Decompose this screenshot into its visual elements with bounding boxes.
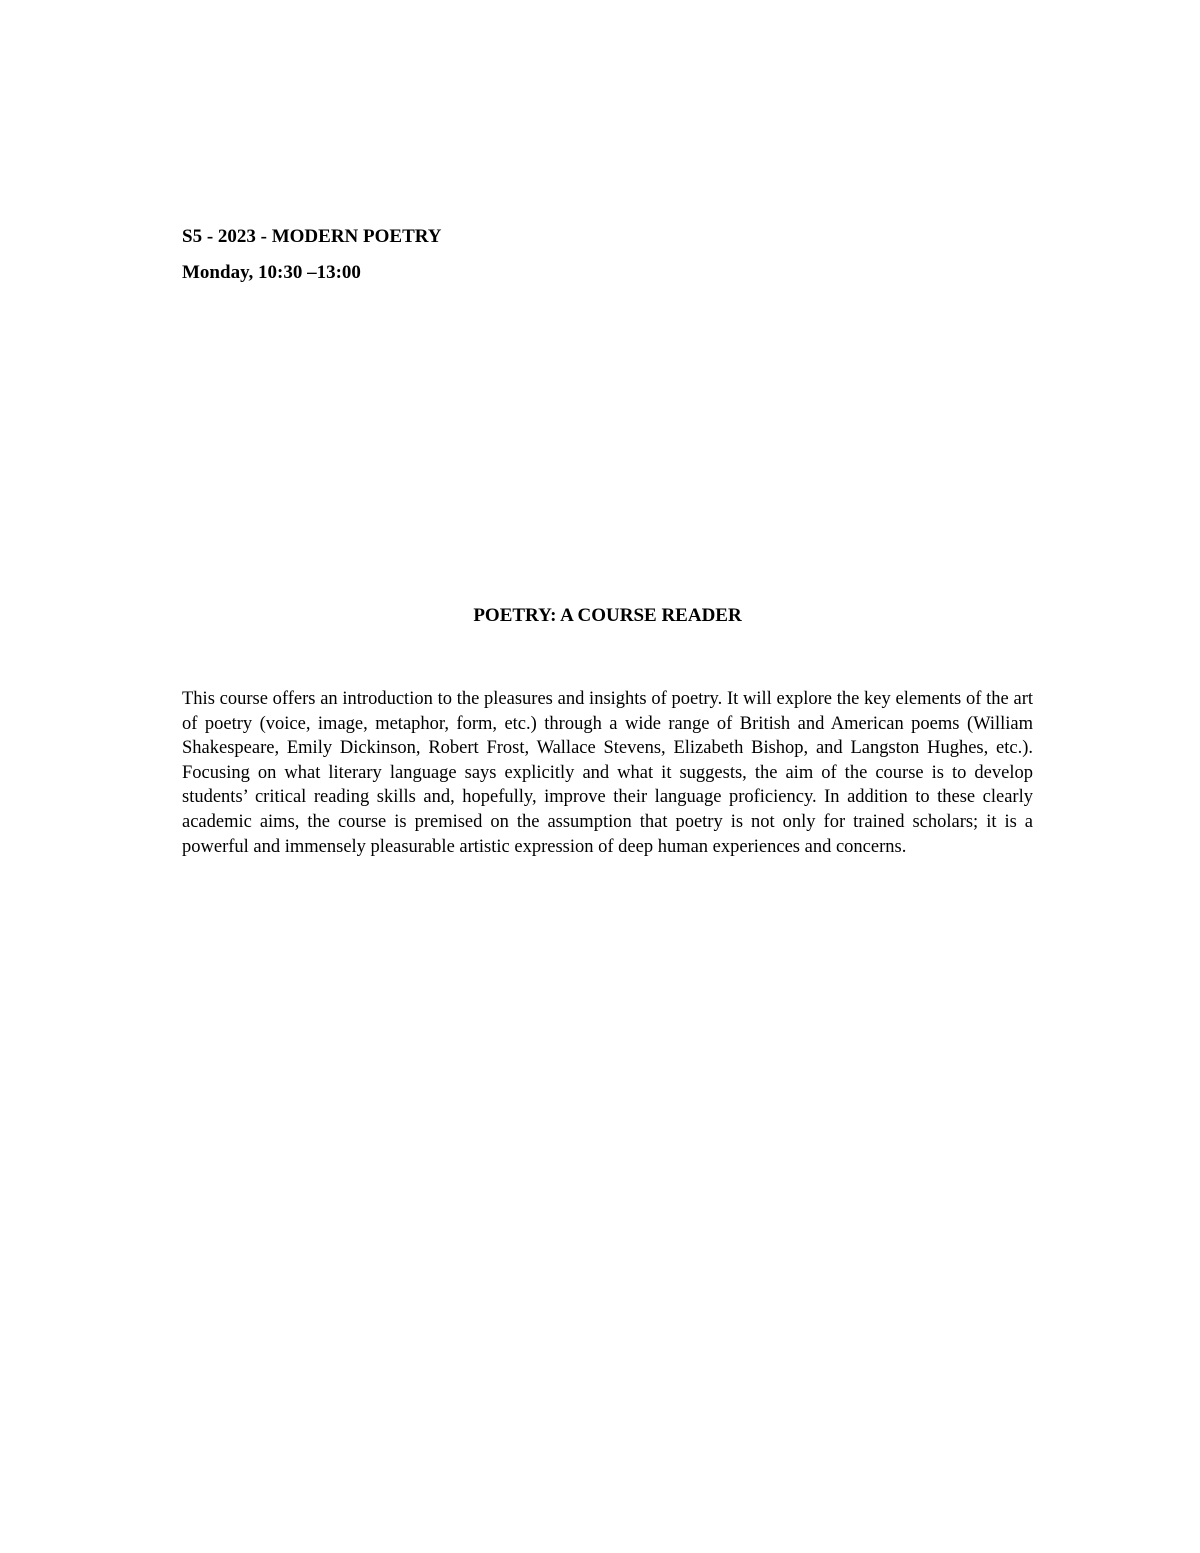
course-title: S5 - 2023 - MODERN POETRY [182,226,442,247]
document-title: POETRY: A COURSE READER [473,605,742,626]
course-schedule: Monday, 10:30 –13:00 [182,262,361,283]
course-header [182,224,1042,296]
course-description: This course offers an introduction to the pleasures and insights of poetry. It will explore the key elements of the art of poetry (voice, image, metaphor, form, etc.) through a wide range of British and American poems (William Shakespeare, Emily Dickinson, Robert Frost, Wallace Stevens, Elizabeth Bishop, and Langston Hughes, etc.). Focusing on what literary language says explicitly and what it suggests, the aim of the course is to develop students’ critical reading skills and, hopefully, improve their language proficiency. In addition to these clearly academic aims, the course is premised on the assumption that poetry is not only for trained scholars; it is a powerful and immensely pleasurable artistic expression of deep human experiences and concerns. [182,689,1033,857]
